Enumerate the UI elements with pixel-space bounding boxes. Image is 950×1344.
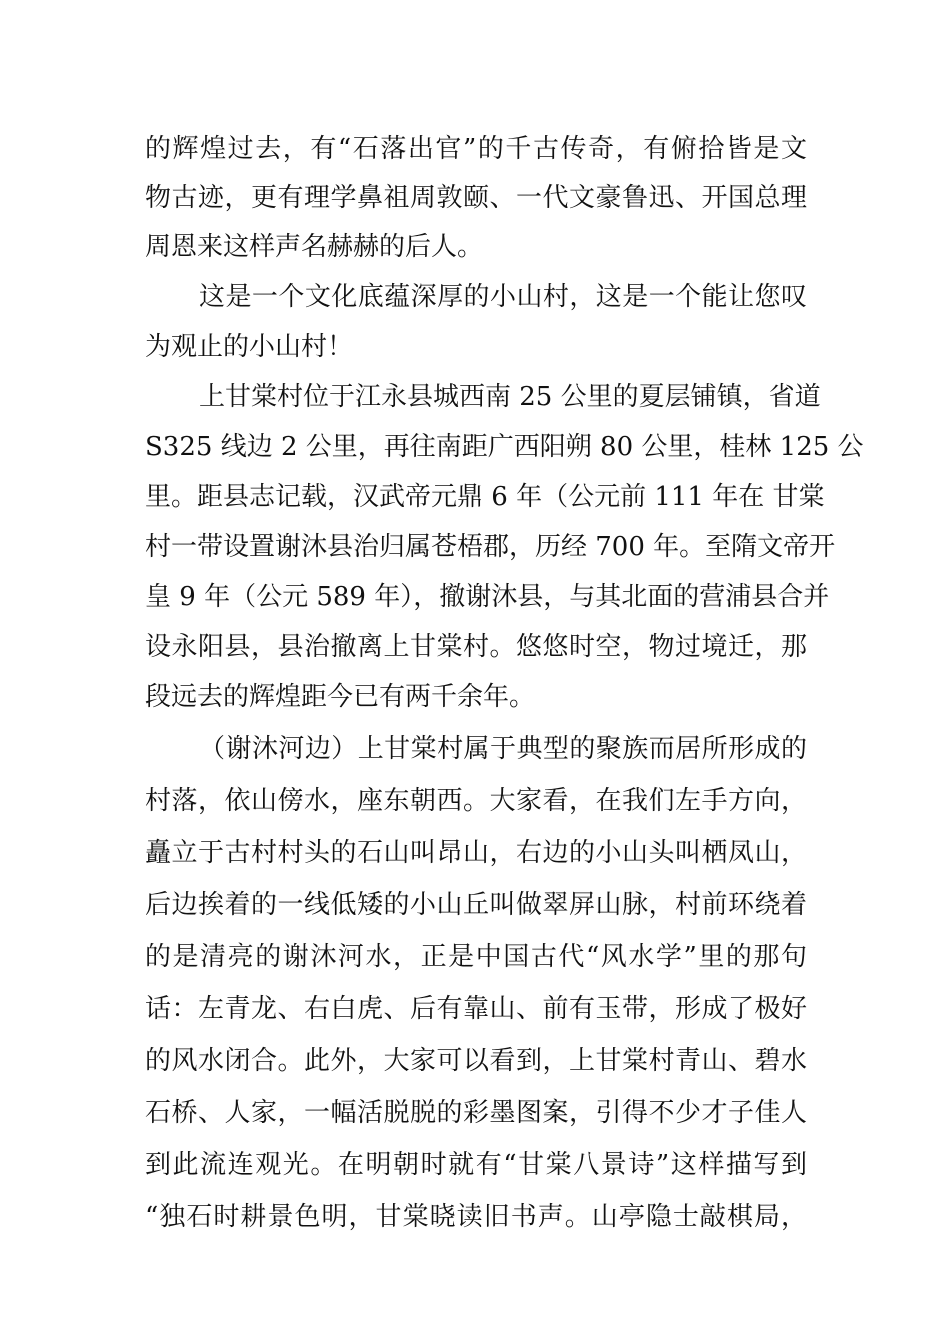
text-line: “独石时耕景色明，甘棠晓读旧书声。山亭隐士敲棋局， <box>145 1202 807 1232</box>
paragraph-start-line: 这是一个文化底蕴深厚的小山村，这是一个能让您叹 <box>199 282 807 312</box>
paragraph-start-line: 上甘棠村位于江永县城西南 25 公里的夏层铺镇，省道 <box>199 382 821 412</box>
text-line: 村落，依山傍水，座东朝西。大家看，在我们左手方向， <box>145 786 807 816</box>
text-line: S325 线边 2 公里，再往南距广西阳朔 80 公里，桂林 125 公 <box>145 432 864 462</box>
text-line: 的风水闭合。此外，大家可以看到，上甘棠村青山、碧水 <box>145 1046 807 1076</box>
text-line: 矗立于古村村头的石山叫昂山，右边的小山头叫栖凤山， <box>145 838 807 868</box>
text-line: 的是清亮的谢沐河水，正是中国古代“风水学”里的那句 <box>145 942 807 972</box>
text-line: 为观止的小山村！ <box>145 332 354 362</box>
text-line: 物古迹，更有理学鼻祖周敦颐、一代文豪鲁迅、开国总理 <box>145 183 807 213</box>
text-line: 到此流连观光。在明朝时就有“甘棠八景诗”这样描写到 <box>145 1150 807 1180</box>
text-line: 里。距县志记载，汉武帝元鼎 6 年（公元前 111 年在 甘棠 <box>145 482 825 512</box>
text-line: 话：左青龙、右白虎、后有靠山、前有玉带，形成了极好 <box>145 994 807 1024</box>
text-line: 的辉煌过去，有“石落出官”的千古传奇，有俯拾皆是文 <box>145 134 807 164</box>
text-line: 村一带设置谢沐县治归属苍梧郡，历经 700 年。至隋文帝开 <box>145 532 836 562</box>
text-line: 皇 9 年（公元 589 年），撤谢沐县，与其北面的营浦县合并 <box>145 582 830 612</box>
text-line: 段远去的辉煌距今已有两千余年。 <box>145 682 536 712</box>
text-line: 后边挨着的一线低矮的小山丘叫做翠屏山脉，村前环绕着 <box>145 890 807 920</box>
text-line: 周恩来这样声名赫赫的后人。 <box>145 232 484 262</box>
text-line: 石桥、人家，一幅活脱脱的彩墨图案，引得不少才子佳人 <box>145 1098 807 1128</box>
text-line: 设永阳县，县治撤离上甘棠村。悠悠时空，物过境迁，那 <box>145 632 807 662</box>
paragraph-start-line: （谢沐河边）上甘棠村属于典型的聚族而居所形成的 <box>199 734 807 764</box>
